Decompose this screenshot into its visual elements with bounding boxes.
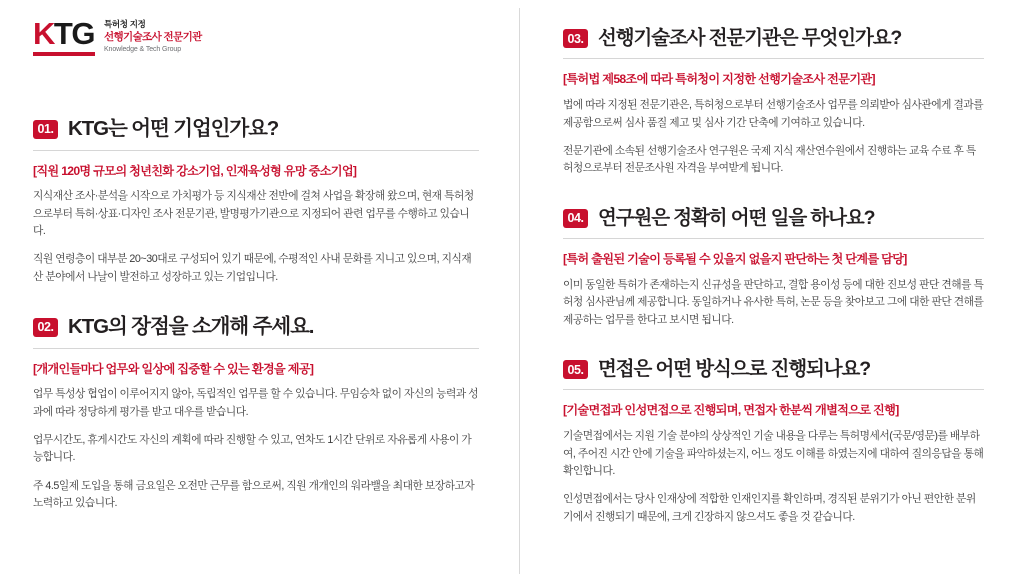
answer-paragraph: 지식재산 조사·분석을 시작으로 가치평가 등 지식재산 전반에 걸쳐 사업을 확장해 왔으며, 현재 특허청으로부터 특허·상표·디자인 조사 전문기관, 발명평가기관으로 지정되어 관련 업무를 수행하고 있습니다.: [33, 190, 474, 238]
question-number-badge: 01.: [33, 120, 58, 139]
answer-heading: [직원 120명 규모의 청년친화 강소기업, 인재육성형 유망 중소기업]: [33, 163, 357, 178]
answer-heading: [특허법 제58조에 따라 특허청이 지정한 선행기술조사 전문기관]: [563, 72, 875, 87]
answer-paragraph: 이미 동일한 특허가 존재하는지 신규성을 판단하고, 결합 용이성 등에 대한 진보성 판단 견해를 특허청 심사관님께 제공합니다. 동일하거나 유사한 특허, 논문 등을 찾아보고 그에 대한 판단 견해를 제공하는 업무를 한다고 보시면 됩니다.: [563, 278, 984, 326]
answer-heading: [개개인들마다 업무와 일상에 집중할 수 있는 환경을 제공]: [33, 361, 314, 376]
logo-letters-tg: TG: [53, 16, 94, 51]
question-number-badge: 02.: [33, 318, 58, 337]
answer-paragraph: 직원 연령층이 대부분 20~30대로 구성되어 있기 때문에, 수평적인 사내 문화를 지니고 있으며, 지식재산 분야에서 나날이 발전하고 성장하고 있는 기업입니다.: [33, 253, 472, 283]
question-number-badge: 05.: [563, 360, 588, 379]
answer-paragraph: 업무 특성상 협업이 이루어지지 않아, 독립적인 업무를 할 수 있습니다. 무임승차 없이 자신의 능력과 성과에 따라 정당하게 평가를 받고 대우를 받습니다.: [33, 388, 479, 418]
faq-item-01: [33, 118, 479, 286]
answer-heading: [기술면접과 인성면접으로 진행되며, 면접자 한분씩 개별적으로 진행]: [563, 403, 899, 418]
question-text: 선행기술조사 전문기관은 무엇인가요?: [598, 27, 902, 49]
logo-tagline-line1: 특허청 지정: [103, 19, 146, 29]
answer-paragraph: 주 4.5일제 도입을 통해 금요일은 오전만 근무를 함으로써, 직원 개개인의 워라밸을 최대한 보장하고자 노력하고 있습니다.: [33, 479, 475, 510]
question-number-badge: 03.: [563, 29, 588, 48]
faq-item-02: [33, 316, 479, 512]
question-text: KTG의 장점을 소개해 주세요.: [68, 315, 314, 339]
answer-paragraph: 전문기관에 소속된 선행기술조사 연구원은 국제 지식 재산연수원에서 진행하는 교육 수료 후 특허청으로부터 전문조사원 자격을 부여받게 됩니다.: [563, 144, 976, 175]
faq-item-04: [563, 208, 984, 329]
question-rule: [33, 348, 479, 349]
logo-mark-group: [33, 18, 96, 56]
answer-paragraph: 기술면접에서는 지원 기술 분야의 상상적인 기술 내용을 다루는 특허명세서(국문/영문)를 배부하여, 주어진 시간 안에 기술을 파악하셨는지, 어느 정도 이해를 하였는지에 대하여 질의응답을 통해 확인합니다.: [563, 430, 984, 477]
question-row: [563, 208, 984, 229]
logo-wordmark: [33, 18, 96, 49]
logo-tagline-line2: 선행기술조사 전문기관: [103, 30, 202, 43]
logo-tagline-line3: Knowledge & Tech Group: [103, 45, 182, 53]
logo-underline-bar: [33, 52, 95, 56]
ktg-logo: [33, 18, 479, 56]
question-text: KTG는 어떤 기업인가요?: [68, 117, 279, 140]
faq-item-05: [563, 359, 984, 526]
question-text: 면접은 어떤 방식으로 진행되나요?: [598, 357, 871, 380]
question-text: 연구원은 정확히 어떤 일을 하나요?: [598, 206, 875, 229]
logo-letter-k: K: [33, 16, 54, 51]
answer-heading: [특허 출원된 기술이 등록될 수 있을지 없을지 판단하는 첫 단계를 담당]: [563, 252, 907, 267]
question-rule: [563, 238, 984, 239]
answer-paragraph: 업무시간도, 휴게시간도 자신의 계획에 따라 진행할 수 있고, 연차도 1시간 단위로 자유롭게 사용이 가능합니다.: [33, 434, 472, 464]
question-row: [33, 316, 479, 339]
faq-item-03: [563, 28, 984, 178]
right-column: [519, 0, 1024, 582]
question-rule: [33, 150, 479, 151]
question-row: [563, 28, 984, 49]
question-number-badge: 04.: [563, 209, 588, 228]
question-row: [33, 118, 479, 141]
logo-tagline-group: [104, 18, 202, 55]
question-row: [563, 359, 984, 380]
column-divider: [519, 8, 520, 574]
answer-paragraph: 법에 따라 지정된 전문기관은, 특허청으로부터 선행기술조사 업무를 의뢰받아 심사관에게 결과를 제공함으로써 심사 품질 제고 및 심사 기간 단축에 기여하고 있습니다.: [563, 99, 984, 129]
question-rule: [563, 58, 984, 59]
question-rule: [563, 389, 984, 390]
answer-paragraph: 인성면접에서는 당사 인재상에 적합한 인재인지를 확인하며, 경직된 분위기가 아닌 편안한 분위기에서 진행되기 때문에, 크게 긴장하지 않으셔도 좋을 것 같습니다.: [563, 493, 976, 523]
